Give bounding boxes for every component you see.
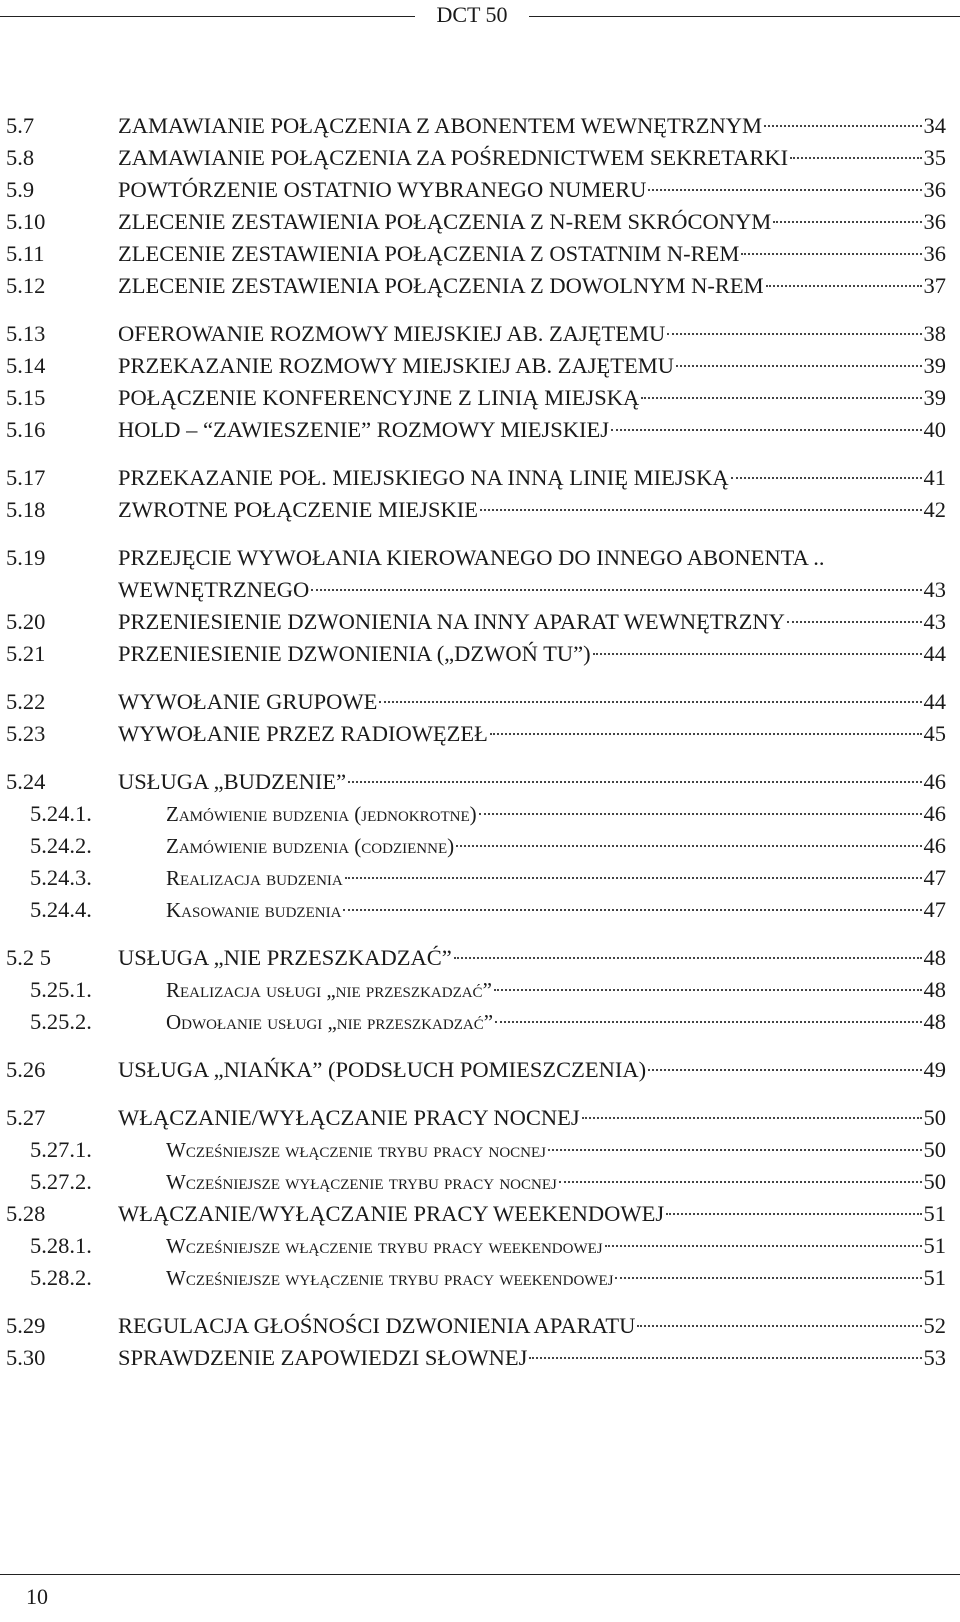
toc-subentry[interactable] xyxy=(6,1230,946,1262)
toc-subentry[interactable] xyxy=(6,862,946,894)
toc-entry-title: SPRAWDZENIE ZAPOWIEDZI SŁOWNEJ xyxy=(118,1345,528,1370)
toc-entry-number: 5.25.2. xyxy=(30,1009,92,1034)
toc-dot-leader xyxy=(605,1245,922,1247)
toc-entry-title: ZAMAWIANIE POŁĄCZENIA Z ABONENTEM WEWNĘTRZNYM xyxy=(118,113,762,138)
toc-entry-page: 39 xyxy=(923,385,946,410)
toc-entry-page: 53 xyxy=(923,1345,946,1370)
toc-entry-page: 34 xyxy=(923,113,946,138)
toc-dot-leader xyxy=(548,1149,922,1151)
toc-entry-page: 44 xyxy=(923,641,946,666)
toc-entry-page: 48 xyxy=(923,945,946,970)
toc-subentry[interactable] xyxy=(6,1006,946,1038)
toc-entry-number: 5.8 xyxy=(6,145,35,170)
toc-entry-number: 5.28 xyxy=(6,1201,46,1226)
toc-entry-number: 5.22 xyxy=(6,689,46,714)
toc-entry-title: Wcześniejsze włączenie trybu pracy weekendowej xyxy=(166,1234,603,1258)
toc-entry-title: Wcześniejsze włączenie trybu pracy nocnej xyxy=(166,1138,546,1162)
toc-dot-leader xyxy=(667,333,921,335)
toc-entry-title: REGULACJA GŁOŚNOŚCI DZWONIENIA APARATU xyxy=(118,1313,636,1338)
toc-dot-leader xyxy=(648,1069,921,1071)
toc-dot-leader xyxy=(611,429,921,431)
toc-entry-page: 51 xyxy=(923,1233,946,1258)
toc-entry-title: Wcześniejsze wyłączenie trybu pracy weekendowej xyxy=(166,1266,614,1290)
toc-entry[interactable] xyxy=(6,270,946,302)
toc-subentry[interactable] xyxy=(6,830,946,862)
toc-subentry[interactable] xyxy=(6,798,946,830)
toc-entry[interactable] xyxy=(6,686,946,718)
toc-entry-number: 5.10 xyxy=(6,209,46,234)
toc-entry[interactable] xyxy=(6,766,946,798)
toc-entry-page: 45 xyxy=(923,721,946,746)
toc-entry-title: ZLECENIE ZESTAWIENIA POŁĄCZENIA Z N-REM SKRÓCONYM xyxy=(118,209,772,234)
toc-entry[interactable] xyxy=(6,174,946,206)
toc-dot-leader xyxy=(559,1181,922,1183)
toc-entry[interactable] xyxy=(6,718,946,750)
toc-entry-number: 5.23 xyxy=(6,721,46,746)
toc-entry-number: 5.24.3. xyxy=(30,865,92,890)
toc-entry-number: 5.12 xyxy=(6,273,46,298)
toc-entry-page: 41 xyxy=(923,465,946,490)
toc-entry-number: 5.27.1. xyxy=(30,1137,92,1162)
toc-entry[interactable] xyxy=(6,238,946,270)
toc-entry-number: 5.30 xyxy=(6,1345,46,1370)
toc-entry-number: 5.9 xyxy=(6,177,35,202)
toc-dot-leader xyxy=(479,813,922,815)
toc-entry-title: PRZEKAZANIE ROZMOWY MIEJSKIEJ AB. ZAJĘTEMU xyxy=(118,353,675,378)
toc-entry-page: 51 xyxy=(923,1265,946,1290)
toc-entry-number: 5.13 xyxy=(6,321,46,346)
toc-subentry[interactable] xyxy=(6,1134,946,1166)
toc-entry-title: Wcześniejsze wyłączenie trybu pracy nocnej xyxy=(166,1170,557,1194)
toc-entry-title: POŁĄCZENIE KONFERENCYJNE Z LINIĄ MIEJSKĄ xyxy=(118,385,640,410)
toc-dot-leader xyxy=(582,1117,922,1119)
toc-entry-title: WYWOŁANIE PRZEZ RADIOWĘZEŁ xyxy=(118,721,488,746)
toc-entry[interactable] xyxy=(6,414,946,446)
toc-entry-title: USŁUGA „NIAŃKA” (PODSŁUCH POMIESZCZENIA) xyxy=(118,1057,647,1082)
toc-entry[interactable] xyxy=(6,462,946,494)
toc-entry[interactable] xyxy=(6,350,946,382)
toc-subentry[interactable] xyxy=(6,1166,946,1198)
toc-entry-number: 5.25.1. xyxy=(30,977,92,1002)
toc-entry-page: 44 xyxy=(923,689,946,714)
toc-entry[interactable] xyxy=(6,1198,946,1230)
toc-entry[interactable] xyxy=(6,574,946,606)
toc-entry-page: 36 xyxy=(923,209,946,234)
toc-entry-number: 5.17 xyxy=(6,465,46,490)
toc-dot-leader xyxy=(343,909,921,911)
toc-entry-title: ZLECENIE ZESTAWIENIA POŁĄCZENIA Z OSTATNIM N-REM xyxy=(118,241,740,266)
toc-entry-number: 5.20 xyxy=(6,609,46,634)
toc-dot-leader xyxy=(495,1021,921,1023)
toc-entry[interactable] xyxy=(6,206,946,238)
toc-entry-title: USŁUGA „BUDZENIE” xyxy=(118,769,347,794)
toc-dot-leader xyxy=(480,509,922,511)
toc-subentry[interactable] xyxy=(6,894,946,926)
toc-entry-title: PRZEKAZANIE POŁ. MIEJSKIEGO NA INNĄ LINIĘ MIEJSKĄ xyxy=(118,465,729,490)
toc-entry-page: 35 xyxy=(923,145,946,170)
toc-dot-leader xyxy=(773,221,921,223)
toc-entry-page: 36 xyxy=(923,177,946,202)
toc-entry-number: 5.15 xyxy=(6,385,46,410)
toc-entry-number: 5.24.4. xyxy=(30,897,92,922)
page-header xyxy=(0,0,960,34)
toc-dot-leader xyxy=(637,1325,921,1327)
toc-entry-page: 48 xyxy=(923,977,946,1002)
toc-entry-page: 52 xyxy=(923,1313,946,1338)
toc-entry-page: 38 xyxy=(923,321,946,346)
toc-entry-number: 5.28.2. xyxy=(30,1265,92,1290)
toc-entry-page: 47 xyxy=(923,865,946,890)
toc-entry-title: ZLECENIE ZESTAWIENIA POŁĄCZENIA Z DOWOLNYM N-REM xyxy=(118,273,764,298)
page-footer xyxy=(0,1574,960,1622)
toc-entry-title: PRZENIESIENIE DZWONIENIA NA INNY APARAT WEWNĘTRZNY xyxy=(118,609,785,634)
toc-dot-leader xyxy=(731,477,922,479)
table-of-contents xyxy=(6,110,946,1374)
toc-entry-page: 50 xyxy=(923,1137,946,1162)
footer-page-number: 10 xyxy=(26,1584,48,1609)
toc-entry-title: ZAMAWIANIE POŁĄCZENIA ZA POŚREDNICTWEM SEKRETARKI xyxy=(118,145,789,170)
toc-dot-leader xyxy=(676,365,921,367)
toc-subentry[interactable] xyxy=(6,974,946,1006)
toc-entry[interactable] xyxy=(6,606,946,638)
toc-entry[interactable] xyxy=(6,1342,946,1374)
header-rule-right xyxy=(529,16,960,17)
toc-dot-leader xyxy=(593,653,922,655)
toc-dot-leader xyxy=(766,285,922,287)
header-rule-left xyxy=(0,16,415,17)
toc-dot-leader xyxy=(311,589,921,591)
toc-entry-page: 47 xyxy=(923,897,946,922)
toc-entry-page: 39 xyxy=(923,353,946,378)
toc-entry-number: 5.24.2. xyxy=(30,833,92,858)
toc-entry-page: 49 xyxy=(923,1057,946,1082)
toc-entry[interactable] xyxy=(6,942,946,974)
toc-dot-leader xyxy=(456,845,921,847)
toc-entry-page: 51 xyxy=(923,1201,946,1226)
toc-entry-page: 46 xyxy=(923,833,946,858)
toc-entry[interactable] xyxy=(6,1310,946,1342)
toc-dot-leader xyxy=(787,621,922,623)
footer-rule xyxy=(0,1574,960,1575)
toc-dot-leader xyxy=(490,733,922,735)
toc-entry-title: Zamówienie budzenia (codzienne) xyxy=(166,834,455,858)
toc-entry-number: 5.18 xyxy=(6,497,46,522)
toc-entry-number: 5.24.1. xyxy=(30,801,92,826)
toc-entry-number: 5.2 5 xyxy=(6,945,51,970)
toc-dot-leader xyxy=(764,125,922,127)
toc-dot-leader xyxy=(529,1357,921,1359)
toc-entry[interactable] xyxy=(6,1102,946,1134)
toc-entry-page: 40 xyxy=(923,417,946,442)
toc-dot-leader xyxy=(379,701,921,703)
toc-dot-leader xyxy=(790,157,921,159)
toc-entry-page: 36 xyxy=(923,241,946,266)
toc-entry-number: 5.27.2. xyxy=(30,1169,92,1194)
toc-entry-number: 5.11 xyxy=(6,241,45,266)
toc-entry-title: Kasowanie budzenia xyxy=(166,898,342,922)
toc-entry-number: 5.7 xyxy=(6,113,35,138)
toc-entry-page: 37 xyxy=(923,273,946,298)
toc-dot-leader xyxy=(348,781,921,783)
toc-dot-leader xyxy=(345,877,922,879)
toc-entry-number: 5.29 xyxy=(6,1313,46,1338)
toc-entry-page: 50 xyxy=(923,1105,946,1130)
toc-entry-number: 5.24 xyxy=(6,769,46,794)
toc-entry-page: 43 xyxy=(923,577,946,602)
toc-entry-page: 48 xyxy=(923,1009,946,1034)
toc-entry-title: Zamówienie budzenia (jednokrotne) xyxy=(166,802,477,826)
toc-entry-title: WYWOŁANIE GRUPOWE xyxy=(118,689,378,714)
toc-entry-title: PRZENIESIENIE DZWONIENIA („DZWOŃ TU”) xyxy=(118,641,591,666)
toc-entry-number: 5.21 xyxy=(6,641,46,666)
toc-entry[interactable] xyxy=(6,110,946,142)
toc-entry-number: 5.19 xyxy=(6,545,46,570)
header-title: DCT 50 xyxy=(436,2,508,27)
toc-entry-page: 50 xyxy=(923,1169,946,1194)
toc-dot-leader xyxy=(666,1213,921,1215)
toc-entry-title: WŁĄCZANIE/WYŁĄCZANIE PRACY NOCNEJ xyxy=(118,1105,580,1130)
toc-entry-number: 5.28.1. xyxy=(30,1233,92,1258)
toc-entry-title: PRZEJĘCIE WYWOŁANIA KIEROWANEGO DO INNEGO ABONENTA .. xyxy=(118,545,825,570)
toc-dot-leader xyxy=(648,189,921,191)
toc-entry[interactable] xyxy=(6,1054,946,1086)
toc-entry-title: Odwołanie usługi „nie przeszkadzać” xyxy=(166,1010,494,1034)
toc-entry-title: ZWROTNE POŁĄCZENIE MIEJSKIE xyxy=(118,497,478,522)
toc-entry-page: 46 xyxy=(923,769,946,794)
toc-entry-number: 5.16 xyxy=(6,417,46,442)
toc-entry-page: 46 xyxy=(923,801,946,826)
toc-entry-title: HOLD – “ZAWIESZENIE” ROZMOWY MIEJSKIEJ xyxy=(118,417,610,442)
toc-entry[interactable] xyxy=(6,542,946,574)
toc-subentry[interactable] xyxy=(6,1262,946,1294)
toc-entry-page: 43 xyxy=(923,609,946,634)
toc-entry-title: Realizacja budzenia xyxy=(166,866,343,890)
toc-entry[interactable] xyxy=(6,382,946,414)
toc-entry[interactable] xyxy=(6,494,946,526)
toc-entry-page: 42 xyxy=(923,497,946,522)
toc-dot-leader xyxy=(641,397,921,399)
toc-entry[interactable] xyxy=(6,638,946,670)
toc-entry-title: WŁĄCZANIE/WYŁĄCZANIE PRACY WEEKENDOWEJ xyxy=(118,1201,665,1226)
toc-entry-number: 5.14 xyxy=(6,353,46,378)
toc-entry-number: 5.27 xyxy=(6,1105,46,1130)
toc-entry[interactable] xyxy=(6,318,946,350)
toc-dot-leader xyxy=(615,1277,921,1279)
toc-entry-number: 5.26 xyxy=(6,1057,46,1082)
toc-entry-title: POWTÓRZENIE OSTATNIO WYBRANEGO NUMERU xyxy=(118,177,647,202)
toc-entry-title: WEWNĘTRZNEGO xyxy=(118,577,310,602)
toc-dot-leader xyxy=(741,253,921,255)
toc-entry-title: Realizacja usługi „nie przeszkadzać” xyxy=(166,978,492,1002)
toc-entry-title: OFEROWANIE ROZMOWY MIEJSKIEJ AB. ZAJĘTEMU xyxy=(118,321,666,346)
toc-entry-title: USŁUGA „NIE PRZESZKADZAĆ” xyxy=(118,945,452,970)
toc-dot-leader xyxy=(454,957,922,959)
toc-entry[interactable] xyxy=(6,142,946,174)
toc-dot-leader xyxy=(494,989,922,991)
